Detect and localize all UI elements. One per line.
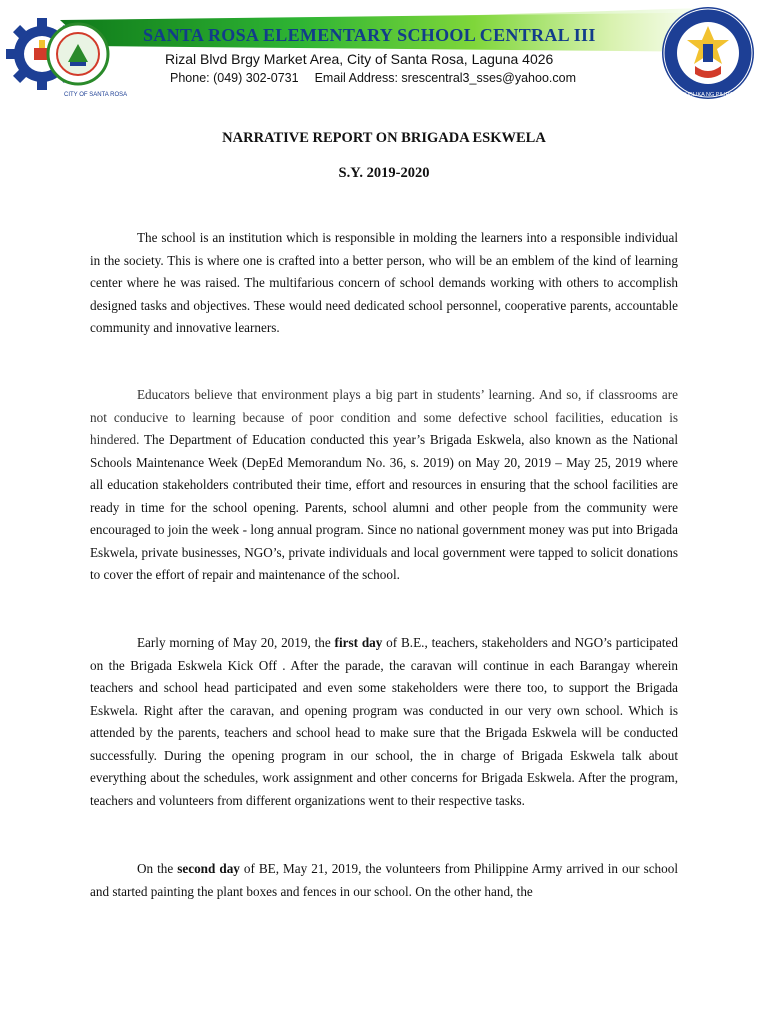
contact-line bbox=[170, 71, 576, 85]
paragraph-3-body: of B.E., teachers, stakeholders and NGO’s participated on the Brigada Eskwela Kick Off . After the parade, the caravan will continue in each Barangay wherein teachers and school head participated and even some stakeholders were there too, to support the Brigada Eskwela. Right after the caravan, and opening program was conducted in our very own school. Which is attended by the parents, teachers and school head to make sure that the Brigada Eskwela will be conducted successfully. During the opening program in our school, the in charge of Brigada Eskwela talk about everything about the schedules, work assignment and other concerns for Brigada Eskwela. After the program, teachers and volunteers from different organizations went to their respective tasks. bbox=[90, 635, 678, 808]
school-seal-logo bbox=[12, 8, 128, 100]
paragraph-1: The school is an institution which is responsible in molding the learners into a responsible individual in the society. This is where one is crafted into a better person, who will be an emblem of the kind of learning center where he was raised. The multifarious concern of school demands working with others to accomplish designed tasks and objectives. These would need dedicated school personnel, cooperative parents, accountable community and innovative learners. bbox=[90, 230, 678, 335]
school-name: SANTA ROSA ELEMENTARY SCHOOL CENTRAL III bbox=[143, 25, 596, 45]
letterhead bbox=[0, 0, 768, 110]
paragraph-3-lead: Early morning of May 20, 2019, the bbox=[137, 635, 335, 650]
deped-seal-bottom-text: REPUBLIKA NG PILIPINAS bbox=[673, 92, 743, 98]
school-address: Rizal Blvd Brgy Market Area, City of Santa Rosa, Laguna 4026 bbox=[165, 51, 554, 67]
paragraph-2-lead: Educators believe that environment plays a big part in students’ learning. And so, if classrooms are not conducive to learning because of poor condition and some defective school facilities, education is hindered. bbox=[90, 387, 678, 447]
paragraph-4-lead: On the bbox=[137, 861, 178, 876]
paragraph-4 bbox=[90, 858, 678, 903]
first-day-emphasis: first day bbox=[334, 635, 383, 650]
paragraph-3 bbox=[90, 632, 678, 812]
second-day-emphasis: second day bbox=[177, 861, 240, 876]
school-seal-bottom-text: CITY OF SANTA ROSA bbox=[64, 92, 128, 98]
paragraph-2 bbox=[90, 384, 678, 587]
paragraph-4-body: of BE, May 21, 2019, the volunteers from Philippine Army arrived in our school and started painting the plant boxes and fences in our school. On the other hand, the bbox=[90, 861, 678, 899]
phone-number: Phone: (049) 302-0731 bbox=[170, 71, 299, 85]
document-title: NARRATIVE REPORT ON BRIGADA ESKWELA bbox=[222, 130, 546, 146]
deped-seal-logo bbox=[659, 4, 757, 102]
school-year: S.Y. 2019-2020 bbox=[338, 165, 430, 181]
email-address: Email Address: srescentral3_sses@yahoo.com bbox=[314, 71, 576, 85]
paragraph-2-body: The Department of Education conducted this year’s Brigada Eskwela, also known as the National Schools Maintenance Week (DepEd Memorandum No. 36, s. 2019) on May 20, 2019 – May 25, 2019 where all education stakeholders contributed their time, effort and resources in ensuring that the school facilities are ready in time for the school opening. Parents, school alumni and other people from the community were encouraged to join the week - long annual program. Since no national government money was put into Brigada Eskwela, private businesses, NGO’s, private individuals and local government were tapped to solicit donations to cover the effort of repair and maintenance of the school. bbox=[90, 432, 678, 582]
